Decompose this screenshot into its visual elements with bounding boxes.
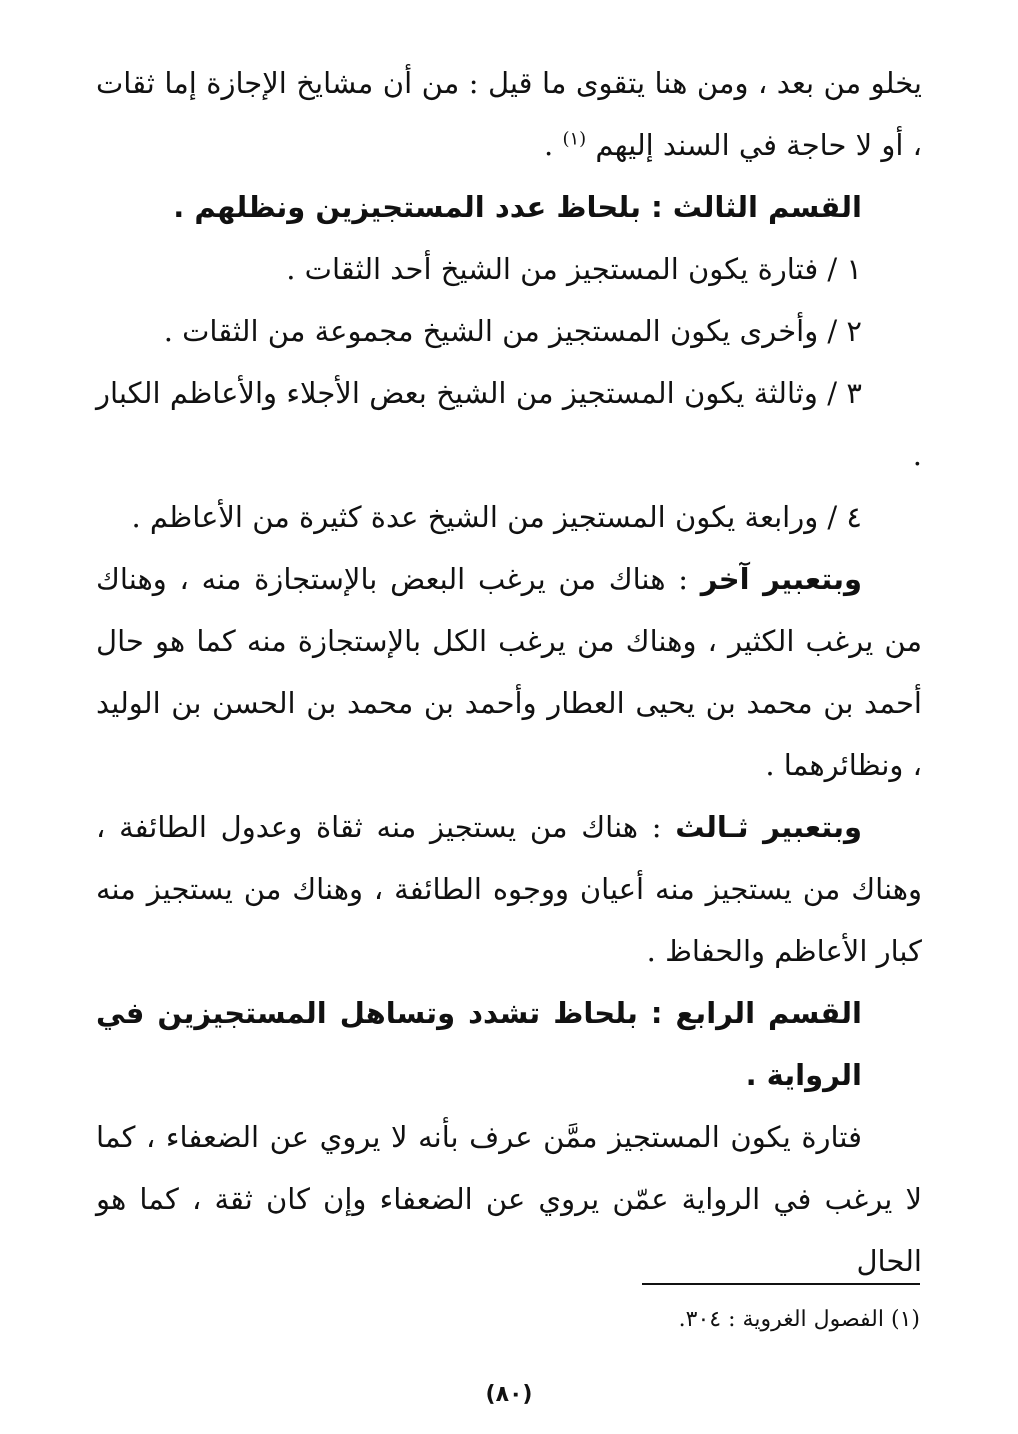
paragraph-third-lead: وبتعبير ثـالث: [675, 810, 862, 844]
paragraph-intro-text: يخلو من بعد ، ومن هنا يتقوى ما قيل : من أن مشايخ الإجازة إما ثقات ، أو لا حاجة في السند إليهم: [96, 66, 922, 162]
footnote: (١) الفصول الغروية : ٣٠٤.: [678, 1307, 920, 1332]
page-number: (٨٠): [485, 1382, 533, 1407]
paragraph-fourth: فتارة يكون المستجيز ممَّن عرف بأنه لا يروي عن الضعفاء ، كما لا يرغب في الرواية عمّن يروي عن الضعفاء وإن كان ثقة ، كما هو الحال: [96, 1120, 922, 1278]
footnote-divider: [642, 1283, 920, 1285]
paragraph-second-text: : هناك من يرغب البعض بالإستجازة منه ، وهناك من يرغب الكثير ، وهناك من يرغب الكل بالإستجازة منه كما هو حال أحمد بن محمد بن يحيى العطار وأحمد بن محمد بن الحسن بن الوليد ، ونظائرهما .: [96, 562, 922, 782]
section-heading-fourth: القسم الرابع : بلحاظ تشدد وتساهل المستجيزين في الرواية .: [96, 996, 862, 1092]
paragraph-second-lead: وبتعبير آخر: [700, 562, 862, 596]
list-item-1: ١ / فتارة يكون المستجيز من الشيخ أحد الثقات .: [286, 252, 862, 286]
list-item-3: ٣ / وثالثة يكون المستجيز من الشيخ بعض الأجلاء والأعاظم الكبار .: [96, 376, 922, 472]
list-item-4: ٤ / ورابعة يكون المستجيز من الشيخ عدة كثيرة من الأعاظم .: [131, 500, 862, 534]
paragraph-intro-end: .: [544, 128, 563, 162]
list-item-2: ٢ / وأخرى يكون المستجيز من الشيخ مجموعة من الثقات .: [163, 314, 862, 348]
paragraph-third-text: : هناك من يستجيز منه ثقاة وعدول الطائفة ، وهناك من يستجيز منه أعيان ووجوه الطائفة ، وهناك من يستجيز منه كبار الأعاظم والحفاظ .: [96, 810, 922, 968]
footnote-marker: (١): [562, 128, 587, 150]
paragraph-third-expression: [96, 796, 922, 982]
main-text: [96, 52, 922, 1292]
section-heading-third: القسم الثالث : بلحاظ عدد المستجيزين ونظلهم .: [173, 190, 862, 224]
paragraph-second-expression: [96, 548, 922, 796]
paragraph-intro: [96, 52, 922, 176]
